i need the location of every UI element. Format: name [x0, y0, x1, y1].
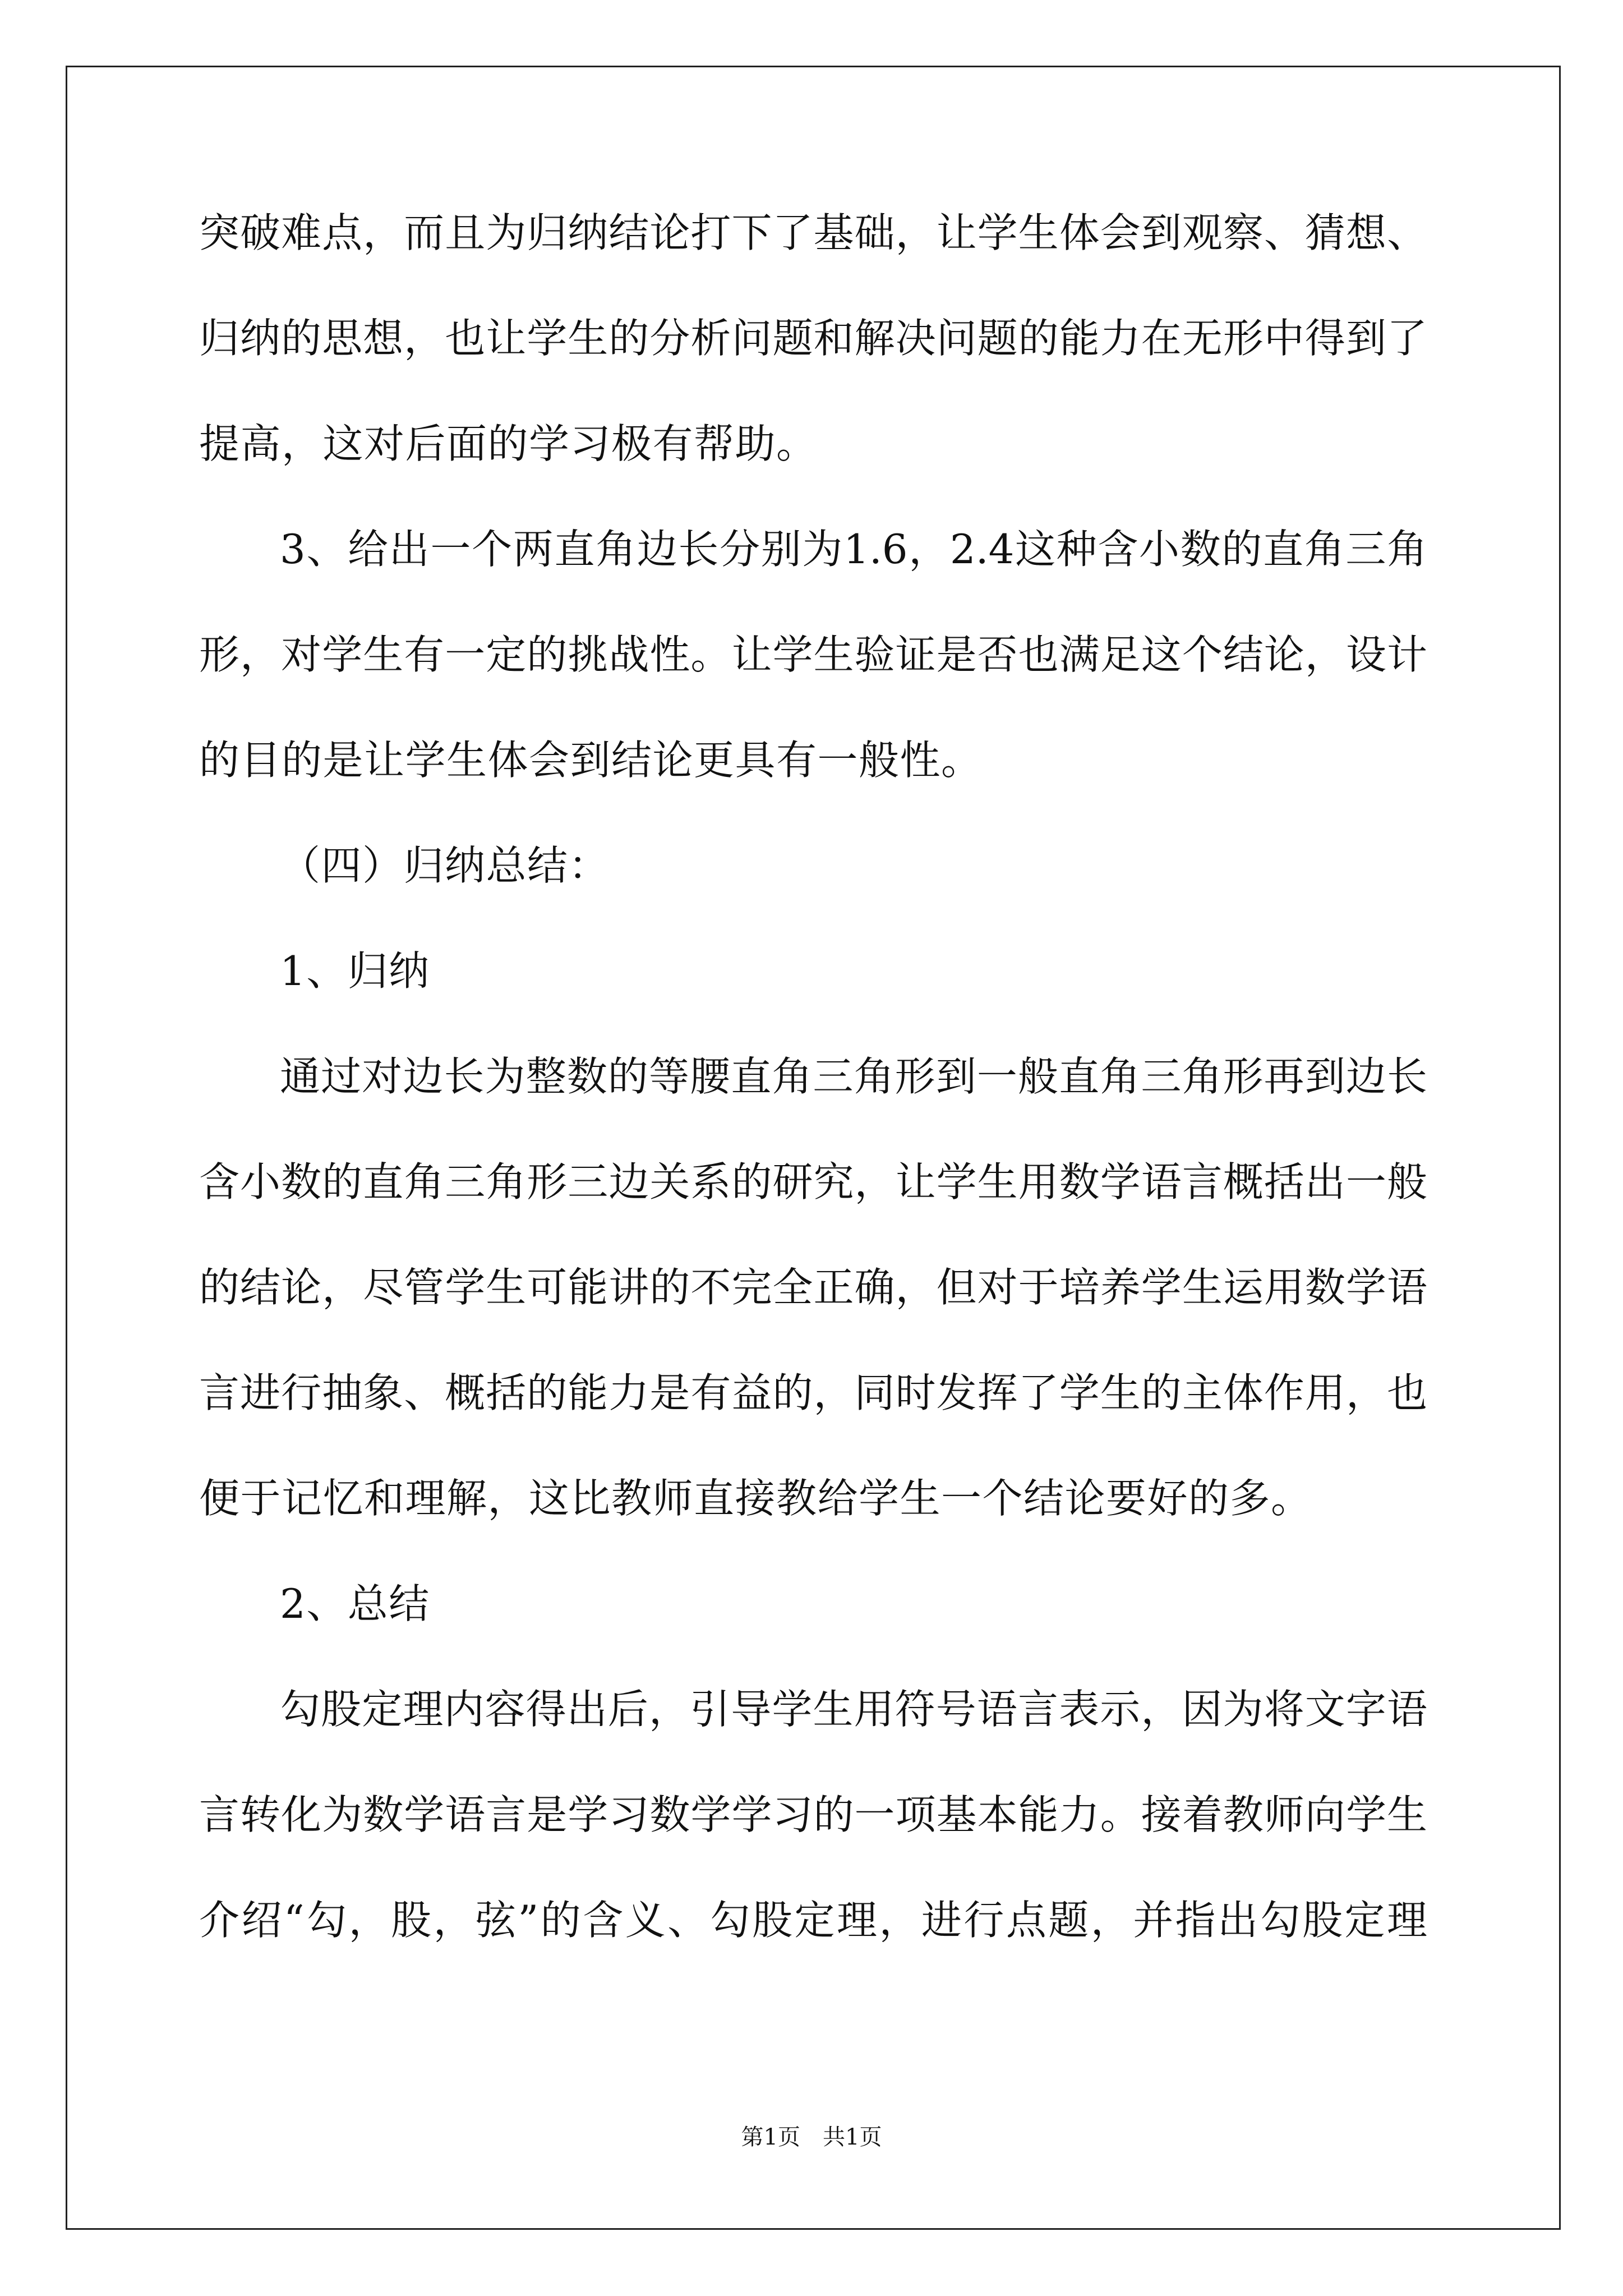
- text-line: 便于记忆和理解，这比教师直接教给学生一个结论要好的多。: [199, 1475, 1312, 1522]
- text-line: 勾股定理内容得出后，引导学生用符号语言表示，因为将文字语: [280, 1686, 1427, 1733]
- text-line: 含小数的直角三角形三边关系的研究，让学生用数学语言概括出一般: [199, 1158, 1427, 1205]
- section-heading: （四）归纳总结：: [280, 842, 610, 889]
- text-line: 的目的是让学生体会到结论更具有一般性。: [199, 737, 983, 784]
- subsection-heading: 1、归纳: [280, 947, 430, 995]
- text-line: 的结论，尽管学生可能讲的不完全正确，但对于培养学生运用数学语: [199, 1264, 1427, 1311]
- text-line: 突破难点，而且为归纳结论打下了基础，让学生体会到观察、猜想、: [199, 209, 1427, 256]
- text-line: 3、给出一个两直角边长分别为1.6，2.4这种含小数的直角三角: [280, 526, 1427, 573]
- text-line: 归纳的思想，也让学生的分析问题和解决问题的能力在无形中得到了: [199, 315, 1427, 362]
- page-number-footer: 第1页 共1页: [741, 2124, 882, 2150]
- text-line: 言转化为数学语言是学习数学学习的一项基本能力。接着教师向学生: [199, 1791, 1427, 1838]
- text-line: 通过对边长为整数的等腰直角三角形到一般直角三角形再到边长: [280, 1053, 1427, 1100]
- text-line: 介绍“勾，股，弦”的含义、勾股定理，进行点题，并指出勾股定理: [199, 1897, 1427, 1944]
- subsection-heading: 2、总结: [280, 1580, 430, 1627]
- text-line: 提高，这对后面的学习极有帮助。: [199, 420, 818, 467]
- text-line: 形，对学生有一定的挑战性。让学生验证是否也满足这个结论，设计: [199, 631, 1427, 678]
- text-line: 言进行抽象、概括的能力是有益的，同时发挥了学生的主体作用，也: [199, 1369, 1427, 1416]
